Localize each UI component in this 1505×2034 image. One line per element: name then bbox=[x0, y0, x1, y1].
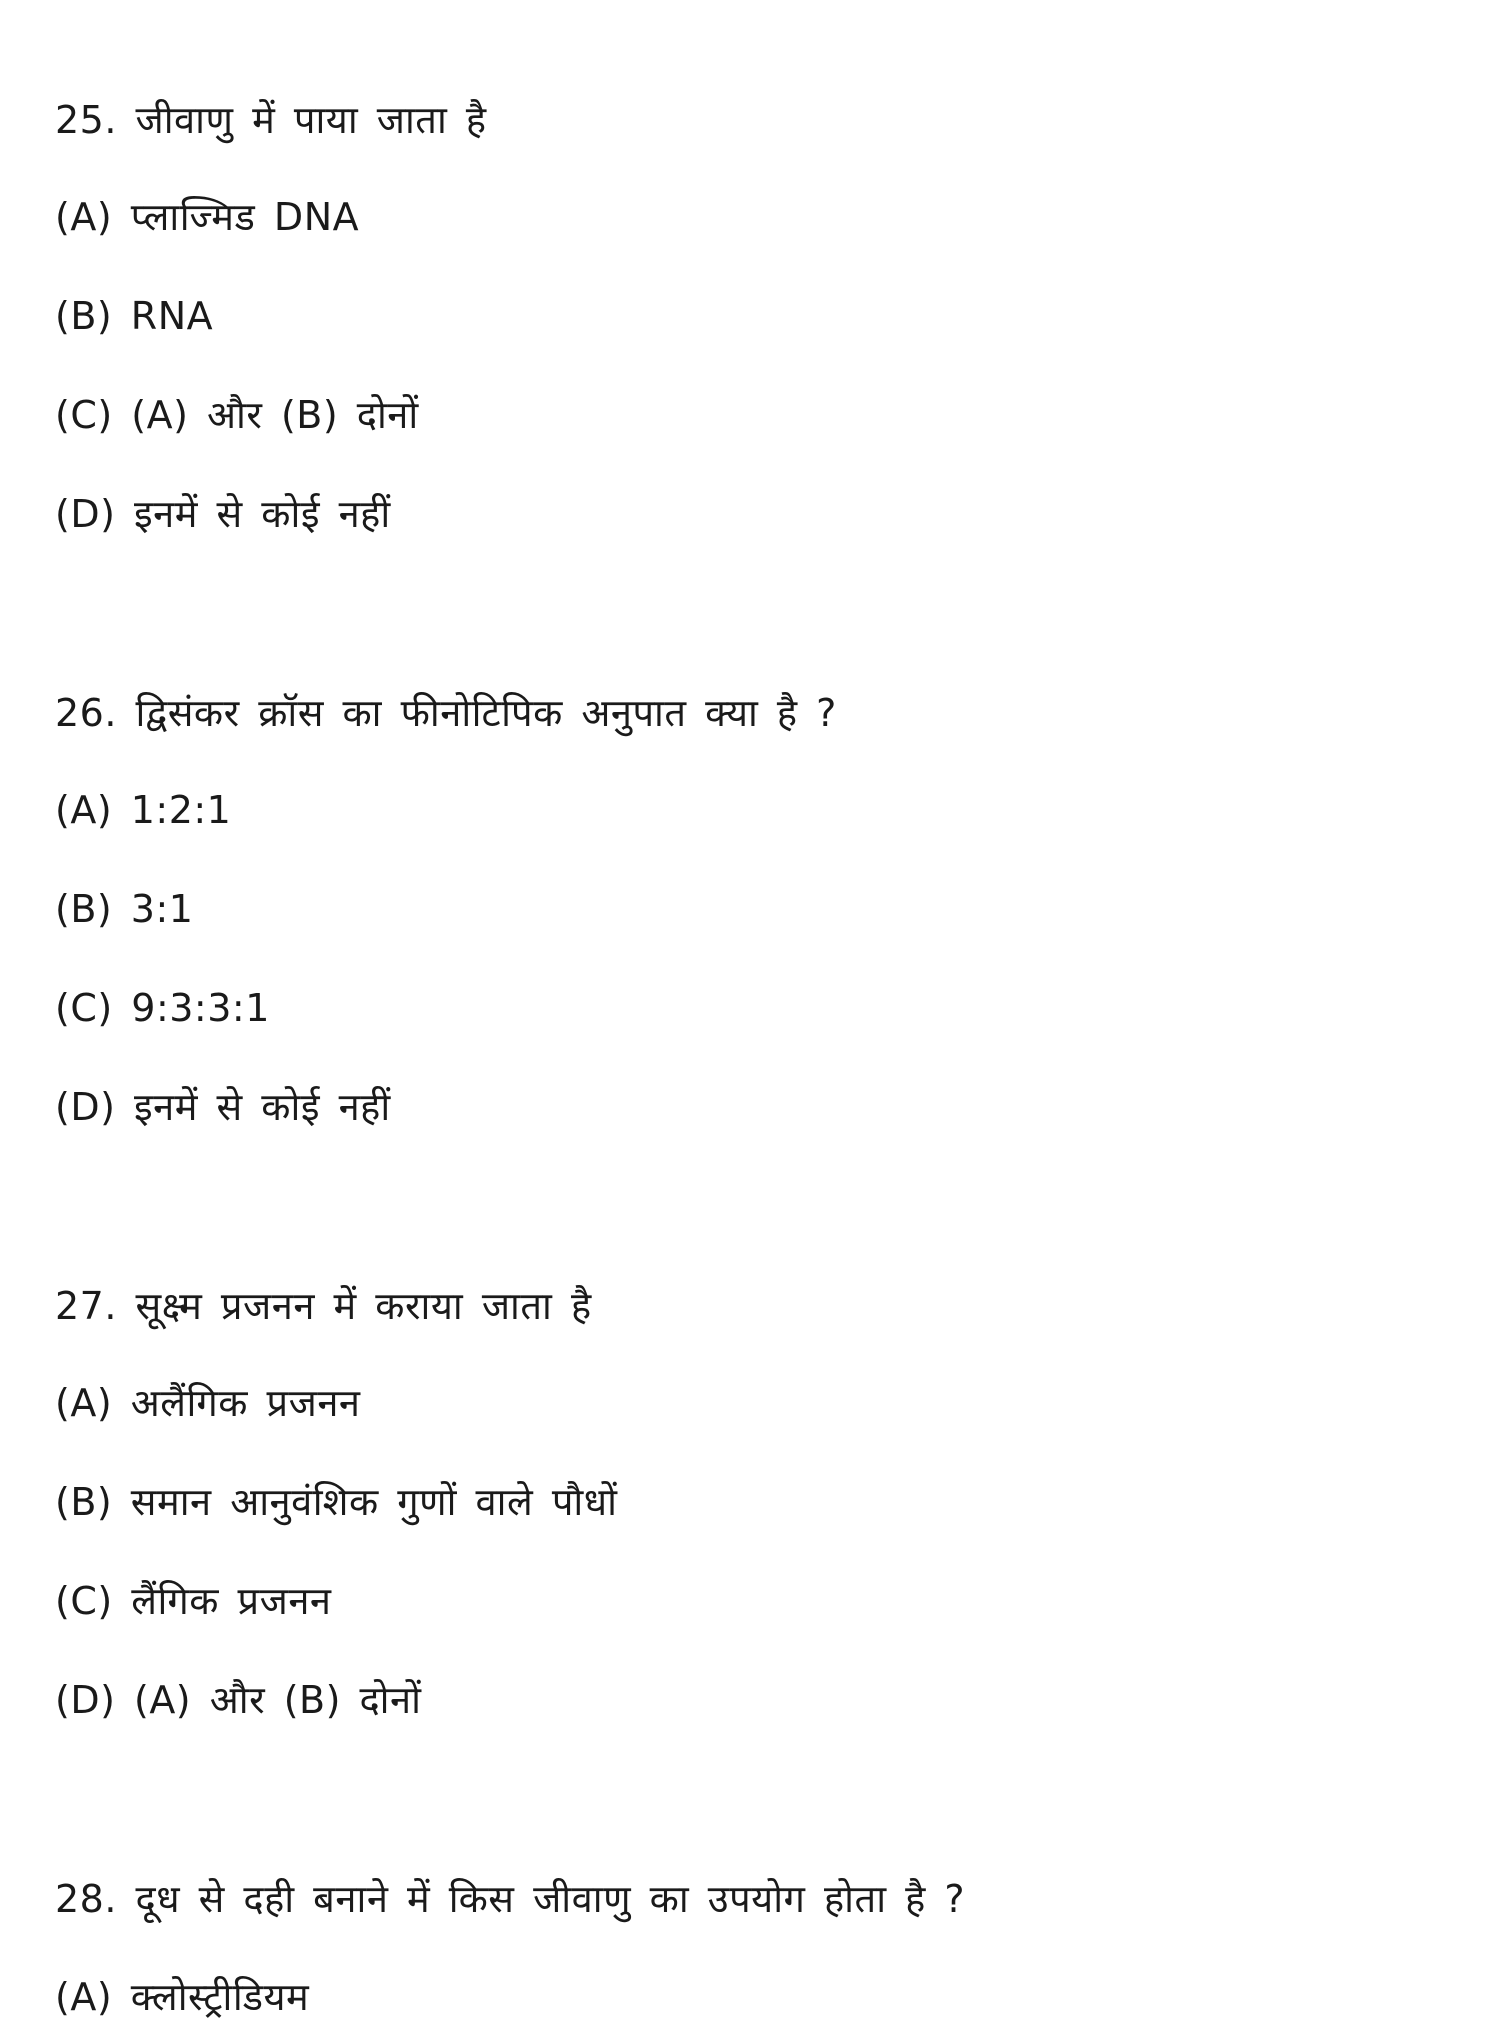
question-28-option-a: (A) क्लोस्ट्रीडियम bbox=[55, 1975, 310, 2019]
question-27-option-d: (D) (A) और (B) दोनों bbox=[55, 1678, 422, 1722]
question-25-option-a: (A) प्लाज्मिड DNA bbox=[55, 195, 360, 239]
question-25-text: 25. जीवाणु में पाया जाता है bbox=[55, 98, 487, 142]
question-27-option-a: (A) अलैंगिक प्रजनन bbox=[55, 1381, 361, 1425]
question-26-option-a: (A) 1:2:1 bbox=[55, 788, 232, 832]
question-27-text: 27. सूक्ष्म प्रजनन में कराया जाता है bbox=[55, 1284, 592, 1328]
question-26-option-b: (B) 3:1 bbox=[55, 887, 194, 931]
question-27-option-b: (B) समान आनुवंशिक गुणों वाले पौधों bbox=[55, 1480, 618, 1524]
question-25-option-d: (D) इनमें से कोई नहीं bbox=[55, 492, 391, 536]
question-26-option-d: (D) इनमें से कोई नहीं bbox=[55, 1085, 391, 1129]
question-25-option-c: (C) (A) और (B) दोनों bbox=[55, 393, 419, 437]
question-27-option-c: (C) लैंगिक प्रजनन bbox=[55, 1579, 332, 1623]
question-28-text: 28. दूध से दही बनाने में किस जीवाणु का उपयोग होता है ? bbox=[55, 1877, 966, 1921]
question-25-option-b: (B) RNA bbox=[55, 294, 214, 338]
question-26-text: 26. द्विसंकर क्रॉस का फीनोटिपिक अनुपात क्या है ? bbox=[55, 691, 837, 735]
question-26-option-c: (C) 9:3:3:1 bbox=[55, 986, 270, 1030]
